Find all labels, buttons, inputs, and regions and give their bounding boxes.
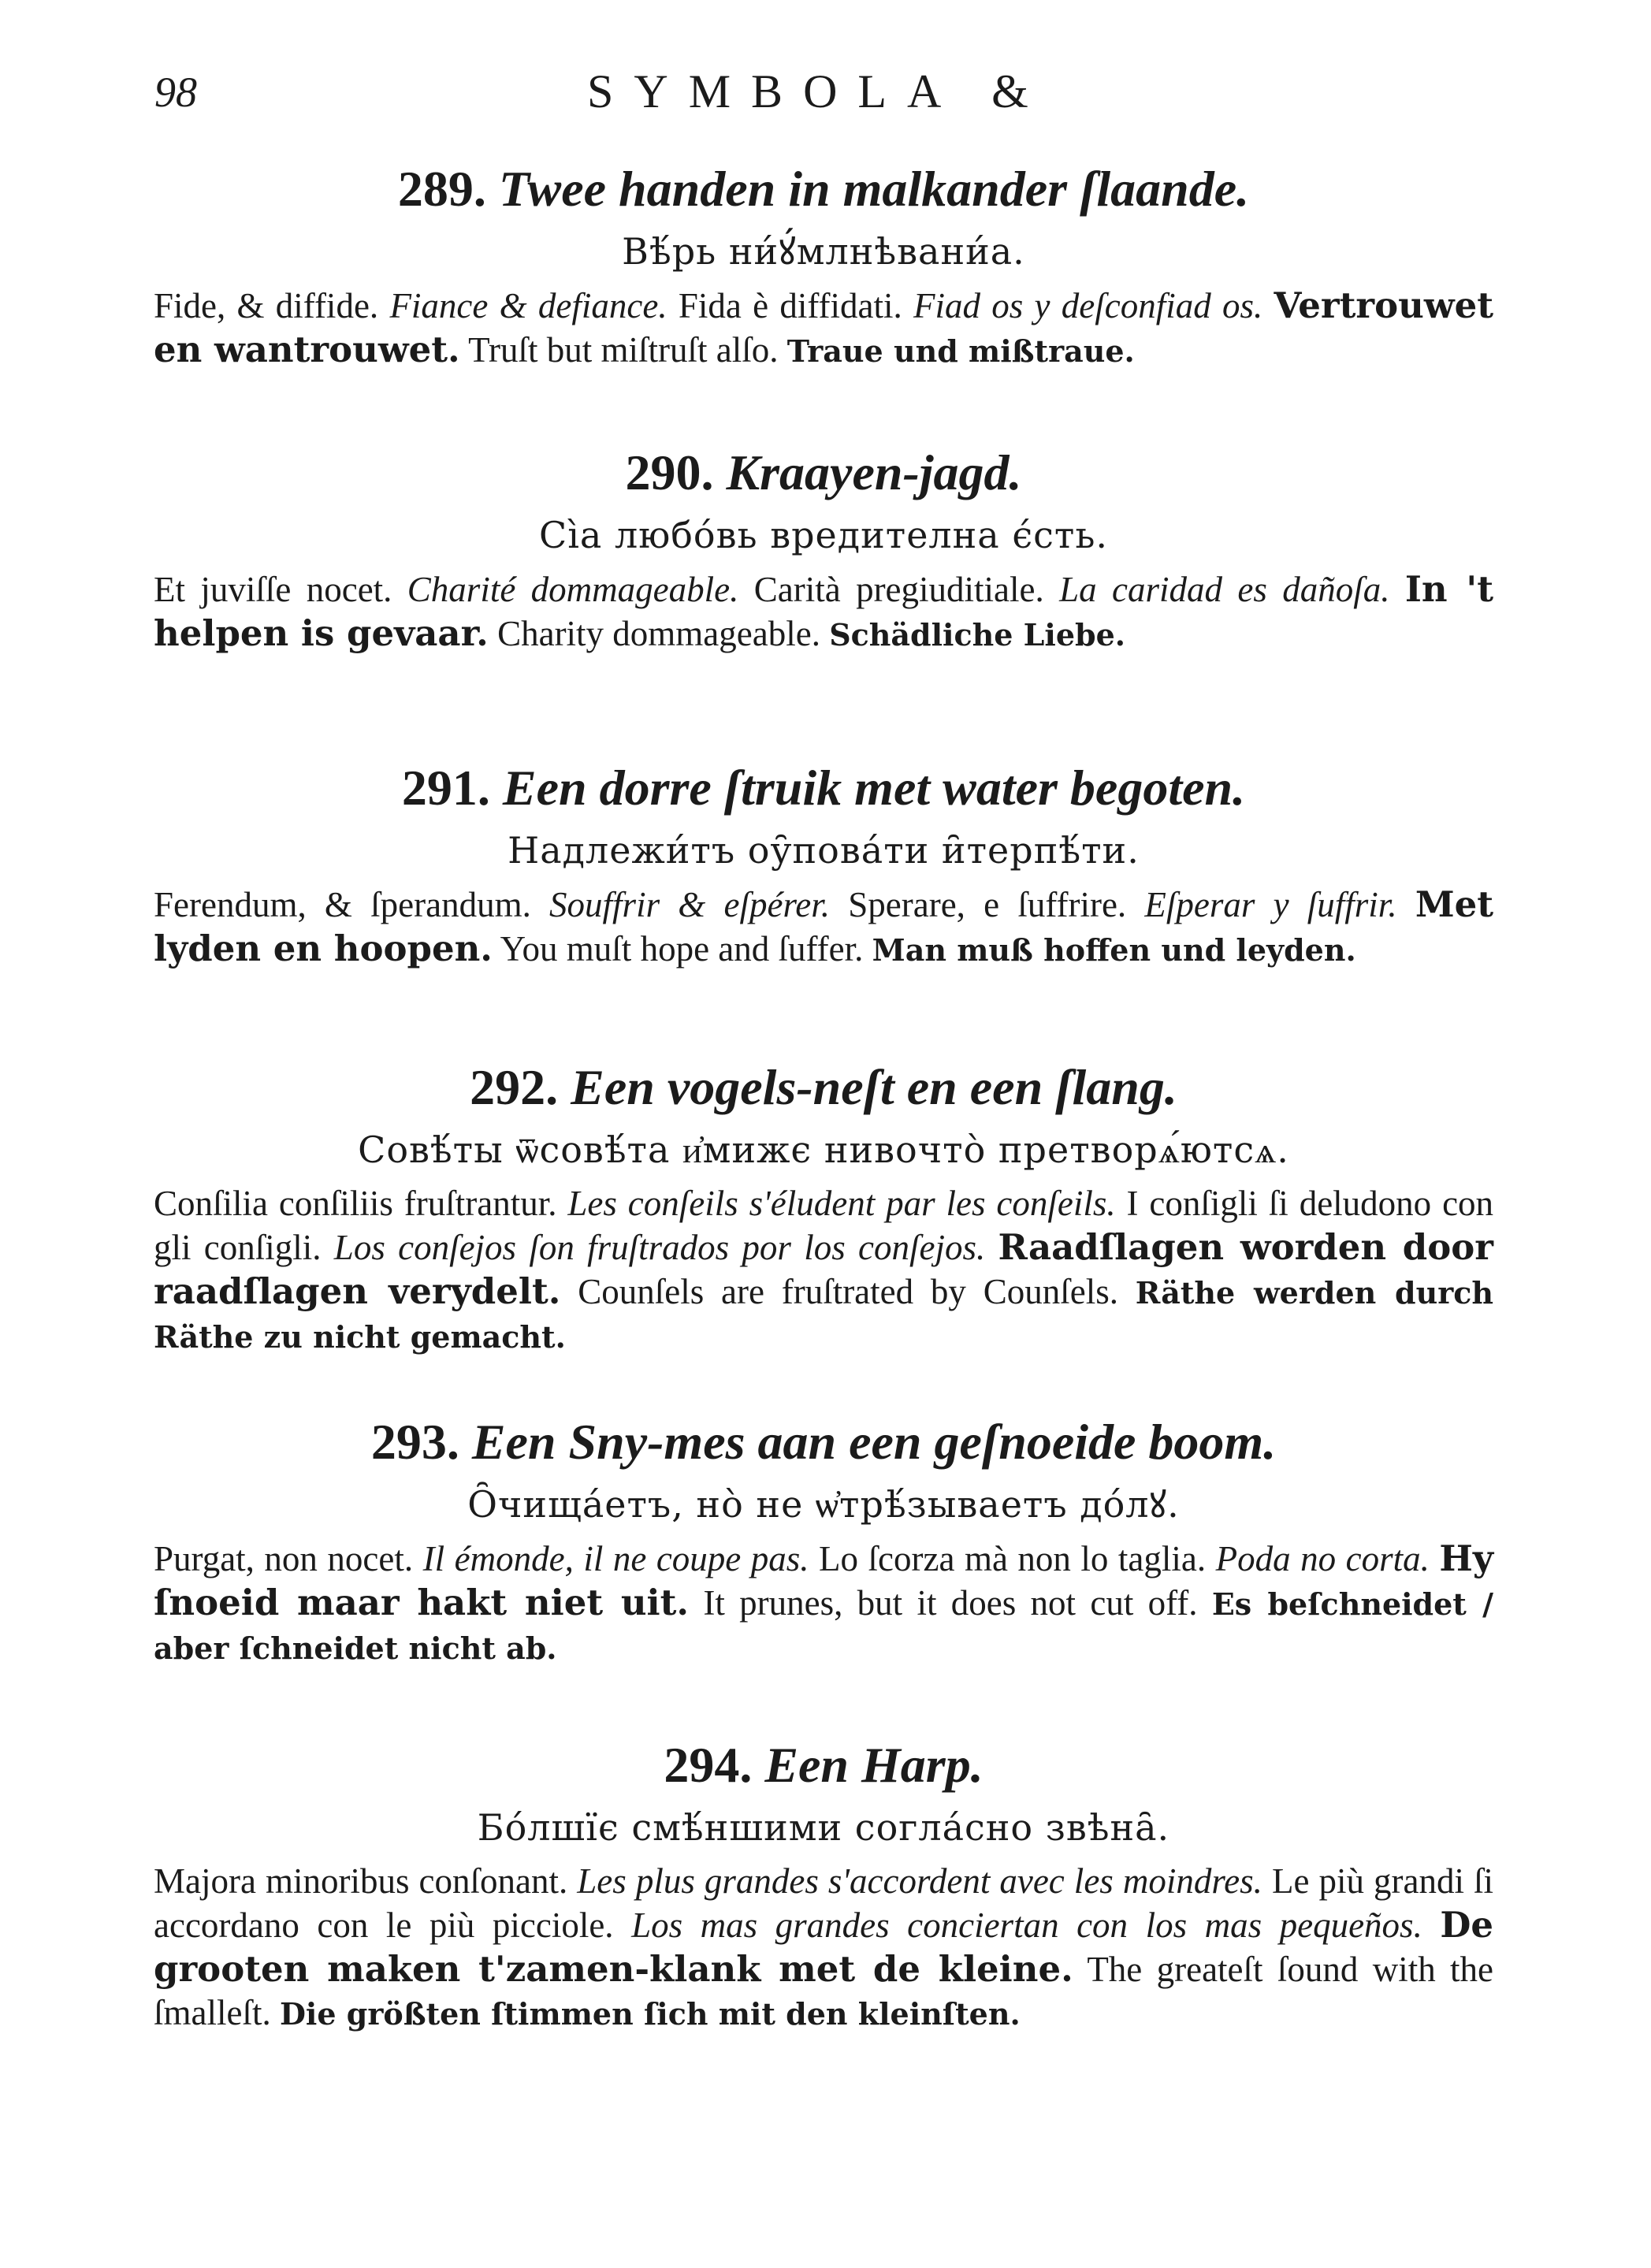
italian-motto: Carità pregiuditiale. (753, 570, 1044, 609)
italian-motto: Fida è diffidati. (678, 286, 902, 325)
translations (154, 1860, 1493, 2036)
emblem-entry-289 (154, 158, 1493, 373)
emblem-entry-293 (154, 1411, 1493, 1670)
translations (154, 284, 1493, 373)
entry-heading (154, 1734, 1493, 1797)
translations (154, 1182, 1493, 1359)
german-motto: Räthe werden durch Räthe zu nicht gemacht. (154, 1275, 1494, 1355)
slavonic-motto: Вѣ́рь ни́ꙋ́млнѣвани́а. (622, 230, 1025, 273)
entry-title: Kraayen-jagd. (726, 444, 1022, 500)
spanish-motto: La caridad es dañoſa. (1059, 570, 1390, 609)
spanish-motto: Fiad os y deſconfiad os. (913, 286, 1263, 325)
italian-motto: Sperare, e ſuffrire. (848, 885, 1127, 924)
emblem-entry-294 (154, 1734, 1493, 2036)
slavonic-motto: Надлежи́тъ оу̑пова́ти и̑терпѣ́ти. (508, 829, 1140, 872)
emblem-entry-290 (154, 441, 1493, 656)
french-motto: Il émonde, il ne coupe pas. (422, 1539, 809, 1578)
entry-title: Een dorre ſtruik met water begoten. (502, 760, 1246, 816)
german-motto: Schädliche Liebe. (829, 617, 1125, 653)
entry-title: Twee handen in malkander ſlaande. (498, 161, 1250, 217)
english-motto: Charity dommageable. (497, 614, 820, 653)
entry-heading (154, 1056, 1493, 1119)
spanish-motto: Eſperar y ſuffrir. (1144, 885, 1397, 924)
slavonic-motto: Совѣ́ты ѿсовѣ́та и҆мижє нивочто̀ претворѧ́ютсѧ. (358, 1128, 1289, 1171)
latin-motto: Purgat, non nocet. (154, 1539, 414, 1578)
translations (154, 567, 1493, 656)
latin-motto: Majora minoribus conſonant. (154, 1861, 568, 1901)
spanish-motto: Los mas grandes conciertan con los mas pequeños. (631, 1905, 1422, 1945)
emblem-entry-291 (154, 757, 1493, 972)
italian-motto: Lo ſcorza mà non lo taglia. (819, 1539, 1207, 1578)
english-motto: Truſt but miſtruſt alſo. (468, 330, 779, 370)
english-motto: Counſels are fruſtrated by Counſels. (578, 1272, 1118, 1311)
dutch-motto: Met lyden en hoopen. (154, 883, 1494, 969)
slavonic-motto: Сі̀а любо́вь вредителна є́сть. (539, 514, 1108, 556)
italian-motto: Le più grandi ſi accordano con le più picciole. (154, 1861, 1494, 1945)
french-motto: Charité dommageable. (407, 570, 739, 609)
french-motto: Fiance & defiance. (389, 286, 667, 325)
entry-heading (154, 441, 1493, 504)
emblem-entry-292 (154, 1056, 1493, 1359)
dutch-motto: Hy ſnoeid maar hakt niet uit. (154, 1537, 1494, 1623)
entry-number: 293. (370, 1414, 459, 1470)
german-motto: Die größten ſtimmen ſich mit den kleinſten. (279, 1996, 1021, 2032)
latin-motto: Conſilia conſiliis fruſtrantur. (154, 1184, 557, 1223)
slavonic-motto: Бо́лшїє смѣ́ншими согла́сно звѣна̑. (477, 1806, 1170, 1849)
entry-title: Een vogels-neſt en een ſlang. (571, 1059, 1177, 1115)
french-motto: Souffrir & eſpérer. (549, 885, 831, 924)
translations (154, 883, 1493, 972)
entry-heading (154, 158, 1493, 221)
entry-number: 292. (470, 1059, 559, 1115)
dutch-motto: Vertrouwet en wantrouwet. (154, 284, 1494, 370)
english-motto: You muſt hope and ſuffer. (500, 929, 864, 969)
dutch-motto: Raadſlagen worden door raadſlagen verydelt. (154, 1226, 1494, 1312)
french-motto: Les plus grandes s'accordent avec les moindres. (577, 1861, 1262, 1901)
english-motto: It prunes, but it does not cut off. (703, 1583, 1198, 1623)
entry-title: Een Harp. (764, 1737, 984, 1793)
spanish-motto: Poda no corta. (1215, 1539, 1430, 1578)
entry-title: Een Sny-mes aan een geſnoeide boom. (471, 1414, 1277, 1470)
translations (154, 1537, 1493, 1670)
page-number: 98 (154, 69, 197, 116)
english-motto: The greateſt ſound with the ſmalleſt. (154, 1950, 1494, 2032)
french-motto: Les conſeils s'éludent par les conſeils. (567, 1184, 1116, 1223)
dutch-motto: De grooten maken t'zamen-klank met de kleine. (154, 1904, 1493, 1990)
latin-motto: Fide, & diffide. (154, 286, 379, 325)
running-head: SYMBOLA & (587, 65, 1049, 117)
entry-heading (154, 757, 1493, 820)
latin-motto: Ferendum, & ſperandum. (154, 885, 531, 924)
german-motto: Man muß hoffen und leyden. (872, 932, 1356, 968)
latin-motto: Et juviſſe nocet. (154, 570, 392, 609)
spanish-motto: Los conſejos ſon fruſtrados por los conſejos. (333, 1228, 986, 1267)
german-motto: Traue und mißtraue. (786, 333, 1135, 369)
entry-number: 289. (397, 161, 486, 217)
dutch-motto: In 't helpen is gevaar. (154, 568, 1493, 654)
entry-number: 290. (625, 444, 714, 500)
italian-motto: I conſigli ſi deludono con gli conſigli. (154, 1184, 1494, 1267)
german-motto: Es beſchneidet / aber ſchneidet nicht ab. (154, 1586, 1494, 1666)
entry-number: 291. (401, 760, 490, 816)
slavonic-motto: О̑чища́етъ, но̀ не ѡ҆трѣ́зываетъ до́лꙋ. (467, 1483, 1180, 1526)
entry-number: 294. (664, 1737, 753, 1793)
entry-heading (154, 1411, 1493, 1474)
